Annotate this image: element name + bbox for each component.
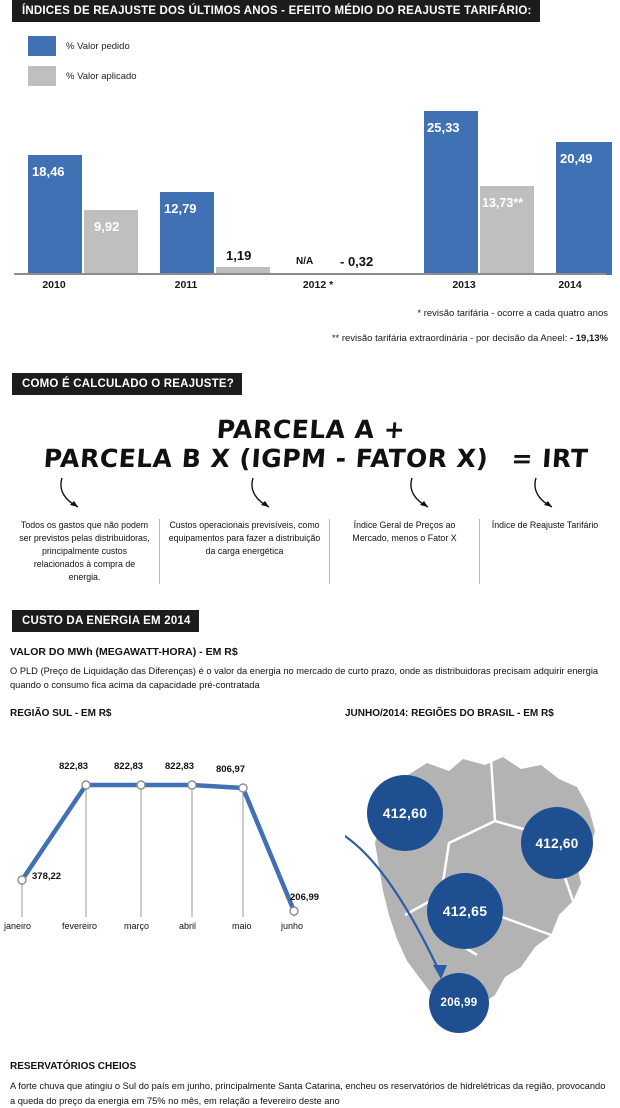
line-value-marco: 822,83 (114, 761, 144, 772)
x-label-2012: 2012 * (302, 279, 334, 291)
note-2-text: ** revisão tarifária extraordinária - por decisão da Aneel: (331, 333, 568, 344)
line-x-marco: março (124, 921, 150, 931)
formula-expression (0, 415, 620, 473)
bar-value-2010-aplicado: 9,92 (94, 219, 120, 234)
bar-value-2010-pedido: 18,46 (32, 164, 65, 179)
map-bubble-sul: 206,99 (429, 973, 489, 1033)
bar-value-2012-na: N/A (296, 256, 314, 267)
point-janeiro (18, 876, 26, 884)
reservoir-paragraph: A forte chuva que atingiu o Sul do país em junho, principalmente Santa Catarina, encheu os reservatórios de hidrelétricas da região, provocando a queda do preço da energia em 75% no mês, em relação a fevereiro deste ano (10, 1081, 606, 1106)
bar-2013-pedido (424, 111, 478, 275)
note-1-text: * revisão tarifária - ocorre a cada quatro anos (417, 308, 608, 319)
line-value-abril: 822,83 (165, 761, 195, 772)
bar-value-2013-aplicado: 13,73** (482, 196, 524, 210)
line-chart-title: REGIÃO SUL - EM R$ (10, 708, 112, 719)
x-label-2014: 2014 (558, 279, 582, 291)
bar-value-2013-pedido: 25,33 (427, 120, 460, 135)
point-abril (188, 781, 196, 789)
note-2-value: - 19,13% (569, 333, 608, 344)
section-reajuste-indices (0, 0, 620, 347)
arrow-1-head (70, 501, 78, 507)
section1-title: ÍNDICES DE REAJUSTE DOS ÚLTIMOS ANOS - EFEITO MÉDIO DO REAJUSTE TARIFÁRIO: (12, 0, 540, 22)
legend-item (28, 66, 620, 86)
point-marco (137, 781, 145, 789)
formula-desc-parcela-a: Todos os gastos que não podem ser previstos pelas distribuidoras, principalmente custos relacionados à compra de energia. (10, 519, 160, 584)
section3-columns (0, 708, 620, 1055)
legend-label-pedido: % Valor pedido (66, 40, 130, 52)
section1-header (0, 0, 620, 22)
point-maio (239, 784, 247, 792)
point-fevereiro (82, 781, 90, 789)
bar-value-2011-aplicado: 1,19 (226, 248, 252, 263)
map-bubble-norte: 412,60 (367, 775, 443, 851)
line-x-maio: maio (232, 921, 252, 931)
arrows-svg (0, 475, 620, 517)
line-x-abril: abril (179, 921, 197, 931)
section-custo-energia (0, 610, 620, 1108)
arrow-2-head (261, 501, 269, 507)
formula-part-3: = IRT (510, 444, 590, 473)
line-value-junho: 206,99 (290, 892, 320, 903)
section3-header (0, 610, 620, 632)
line-chart-svg (0, 725, 345, 940)
line-chart (0, 725, 345, 940)
map-bubble-nordeste: 412,60 (521, 807, 593, 879)
arrow-4-path (535, 478, 552, 507)
line-value-maio: 806,97 (216, 764, 246, 775)
section3-title: CUSTO DA ENERGIA EM 2014 (12, 610, 199, 632)
line-x-fevereiro: fevereiro (62, 921, 98, 931)
arrow-4-head (544, 501, 552, 507)
map-panel (345, 708, 620, 1055)
arrow-3-head (420, 501, 428, 507)
legend-swatch-pedido (28, 36, 56, 56)
line-x-janeiro: janeiro (4, 921, 32, 931)
legend-item (28, 36, 620, 56)
arrow-2-path (252, 478, 269, 507)
bar-chart-legend (28, 36, 620, 86)
legend-swatch-aplicado (28, 66, 56, 86)
formula-part-2: PARCELA B X (IGPM - FATOR X) (42, 444, 490, 473)
line-value-janeiro: 378,22 (32, 871, 62, 882)
brazil-map (345, 725, 620, 1055)
arrow-3-path (411, 478, 428, 507)
arrow-1-path (61, 478, 78, 507)
formula-descriptions (10, 519, 610, 584)
bar-value-2014-pedido: 20,49 (560, 151, 593, 166)
section-como-calculado (0, 373, 620, 584)
point-junho (290, 907, 298, 915)
bar-value-2011-pedido: 12,79 (164, 201, 197, 216)
section2-title: COMO É CALCULADO O REAJUSTE? (12, 373, 242, 395)
formula-part-1: PARCELA A + (215, 415, 407, 444)
reservoir-title: RESERVATÓRIOS CHEIOS (10, 1061, 137, 1072)
section3-subtitle: VALOR DO MWh (MEGAWATT-HORA) - EM R$ (10, 646, 238, 658)
section2-header (0, 373, 620, 395)
line-x-junho: junho (281, 921, 304, 931)
bar-chart-note-2 (0, 330, 608, 347)
bar-value-2012-aplicado: - 0,32 (340, 254, 374, 269)
line-chart-panel (0, 708, 345, 1055)
bar-chart (14, 90, 606, 275)
bar-chart-note-1 (0, 305, 608, 322)
formula-desc-igpm: Índice Geral de Preços ao Mercado, menos o Fator X (330, 519, 480, 584)
formula-desc-parcela-b: Custos operacionais previsíveis, como equipamentos para fazer a distribuição da carga energética (160, 519, 330, 584)
bar-chart-x-labels (14, 275, 606, 297)
x-label-2010: 2010 (42, 279, 66, 291)
line-value-fevereiro: 822,83 (59, 761, 89, 772)
line-series-path (22, 785, 294, 911)
section3-paragraph: O PLD (Preço de Liquidação das Diferenças) é o valor da energia no mercado de curto prazo, onde as distribuidoras precisam adquirir energia quando o consumo fica acima da capacidade pré-contratada (10, 666, 599, 690)
map-bubble-sudeste: 412,65 (427, 873, 503, 949)
x-label-2013: 2013 (452, 279, 476, 291)
map-title: JUNHO/2014: REGIÕES DO BRASIL - EM R$ (345, 708, 554, 719)
formula-desc-irt: Índice de Reajuste Tarifário (491, 520, 599, 530)
x-label-2011: 2011 (174, 279, 198, 291)
formula-arrows (0, 475, 620, 517)
legend-label-aplicado: % Valor aplicado (66, 70, 137, 82)
